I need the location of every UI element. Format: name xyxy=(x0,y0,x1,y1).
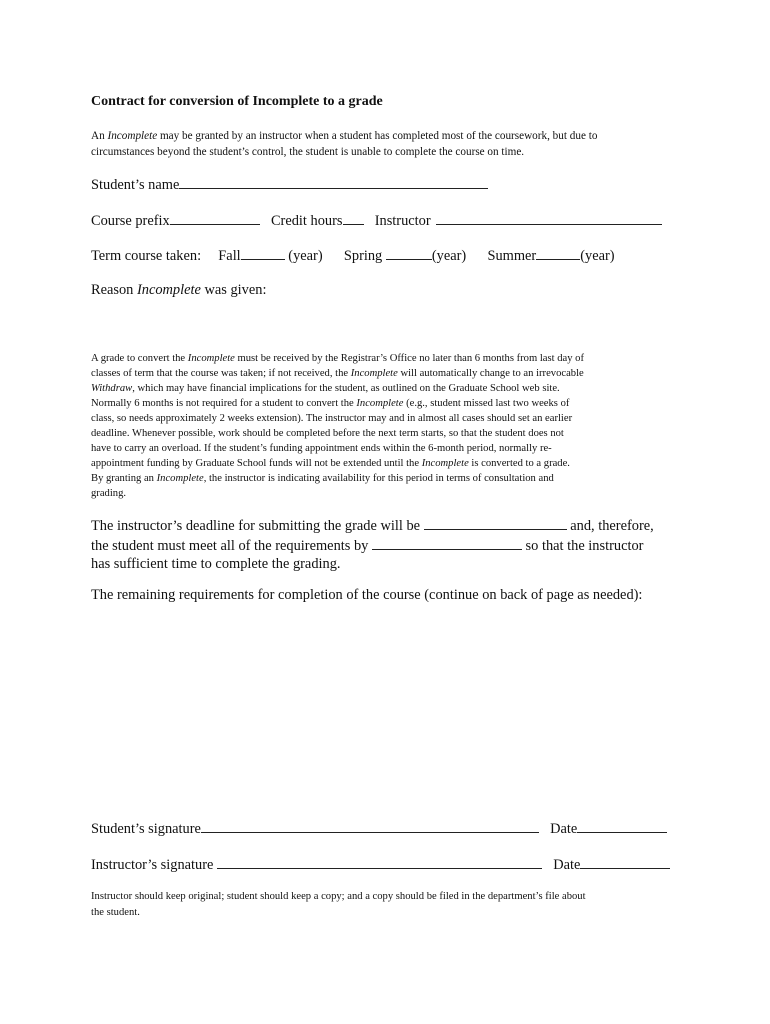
instructor-date-label: Date xyxy=(553,857,581,873)
reason-prefix: Reason xyxy=(91,282,137,298)
intro-paragraph xyxy=(91,128,691,160)
credit-hours-label: Credit hours xyxy=(270,213,343,229)
intro-line2: circumstances beyond the student’s control, the student is unable to complete the course on time. xyxy=(91,146,525,158)
term-label: Term course taken: xyxy=(91,248,202,264)
spring-year-label: (year) xyxy=(431,248,467,264)
grade-deadline-blank[interactable] xyxy=(424,515,567,530)
reason-incomplete-term: Incomplete xyxy=(136,282,201,298)
footnote-line: Instructor should keep original; student should keep a copy; and a copy should be filed in the department’s file about xyxy=(91,891,586,902)
summer-blank[interactable] xyxy=(536,245,580,260)
deadline-line: The instructor’s deadline for submitting the grade will be and, therefore, xyxy=(91,515,691,535)
student-date-label: Date xyxy=(550,821,578,837)
instructor-signature-row xyxy=(91,854,670,874)
student-date-blank[interactable] xyxy=(577,818,667,833)
student-name-row xyxy=(91,174,488,194)
fall-blank[interactable] xyxy=(241,245,285,260)
instructor-signature-label: Instructor’s signature xyxy=(91,857,218,873)
reason-row xyxy=(91,282,266,299)
page-title: Contract for conversion of Incomplete to a grade xyxy=(91,94,383,109)
course-prefix-blank[interactable] xyxy=(170,210,260,225)
term-row xyxy=(91,245,615,265)
deadline-paragraph xyxy=(91,515,691,573)
fall-year-label: (year) xyxy=(288,248,323,264)
footnote xyxy=(91,889,691,920)
deadline-line: has sufficient time to complete the grading. xyxy=(91,556,341,572)
course-row xyxy=(91,210,662,230)
policy-line: By granting an Incomplete, the instructor is indicating availability for this period in terms of consultation and xyxy=(91,473,554,484)
deadline-line: the student must meet all of the requirements by so that the instructor xyxy=(91,535,691,555)
summer-label: Summer xyxy=(487,248,537,264)
student-signature-row xyxy=(91,818,667,838)
policy-line: Withdraw, which may have financial implications for the student, as outlined on the Graduate School web site. xyxy=(91,383,560,394)
course-prefix-label: Course prefix xyxy=(91,213,170,229)
instructor-date-blank[interactable] xyxy=(580,854,670,869)
requirements-label: The remaining requirements for completion of the course (continue on back of page as needed): xyxy=(91,587,643,603)
policy-line: appointment funding by Graduate School funds will not be extended until the Incomplete is converted to a grade. xyxy=(91,458,570,469)
instructor-blank[interactable] xyxy=(436,210,662,225)
credit-hours-blank[interactable] xyxy=(343,210,364,225)
student-signature-blank[interactable] xyxy=(201,818,539,833)
footnote-line: the student. xyxy=(91,906,140,918)
fall-label: Fall xyxy=(218,248,241,264)
student-deadline-blank[interactable] xyxy=(372,535,522,550)
student-signature-label: Student’s signature xyxy=(91,821,201,837)
policy-line: classes of term that the course was taken; if not received, the Incomplete will automatically change to an irrevocable xyxy=(91,368,584,379)
reason-suffix: was given: xyxy=(200,282,267,298)
intro-incomplete-term: Incomplete xyxy=(107,130,158,142)
summer-year-label: (year) xyxy=(580,248,615,264)
student-name-blank[interactable] xyxy=(179,174,488,189)
spring-blank[interactable] xyxy=(386,245,432,260)
reason-answer-area[interactable] xyxy=(91,304,681,344)
policy-line: Normally 6 months is not required for a student to convert the Incomplete (e.g., student missed last two weeks of xyxy=(91,398,570,409)
spring-label: Spring xyxy=(343,248,383,264)
policy-line: class, so needs approximately 2 weeks extension). The instructor may and in almost all cases should set an earlier xyxy=(91,413,573,424)
policy-line: grading. xyxy=(91,488,127,499)
policy-line: A grade to convert the Incomplete must be received by the Registrar’s Office no later than 6 months from last day of xyxy=(91,353,584,364)
policy-line: deadline. Whenever possible, work should be completed before the next term starts, so that the student does not xyxy=(91,428,564,439)
intro-line1-rest: may be granted by an instructor when a student has completed most of the coursework, but due to xyxy=(157,130,598,142)
requirements-answer-area[interactable] xyxy=(91,610,681,805)
intro-prefix: An xyxy=(91,130,108,142)
instructor-label: Instructor xyxy=(374,213,431,229)
student-name-label: Student’s name xyxy=(91,177,180,193)
policy-line: have to carry an overload. If the student’s funding appointment ends within the 6-month period, normally re- xyxy=(91,443,552,454)
instructor-signature-blank[interactable] xyxy=(217,854,542,869)
policy-paragraph xyxy=(91,351,691,501)
